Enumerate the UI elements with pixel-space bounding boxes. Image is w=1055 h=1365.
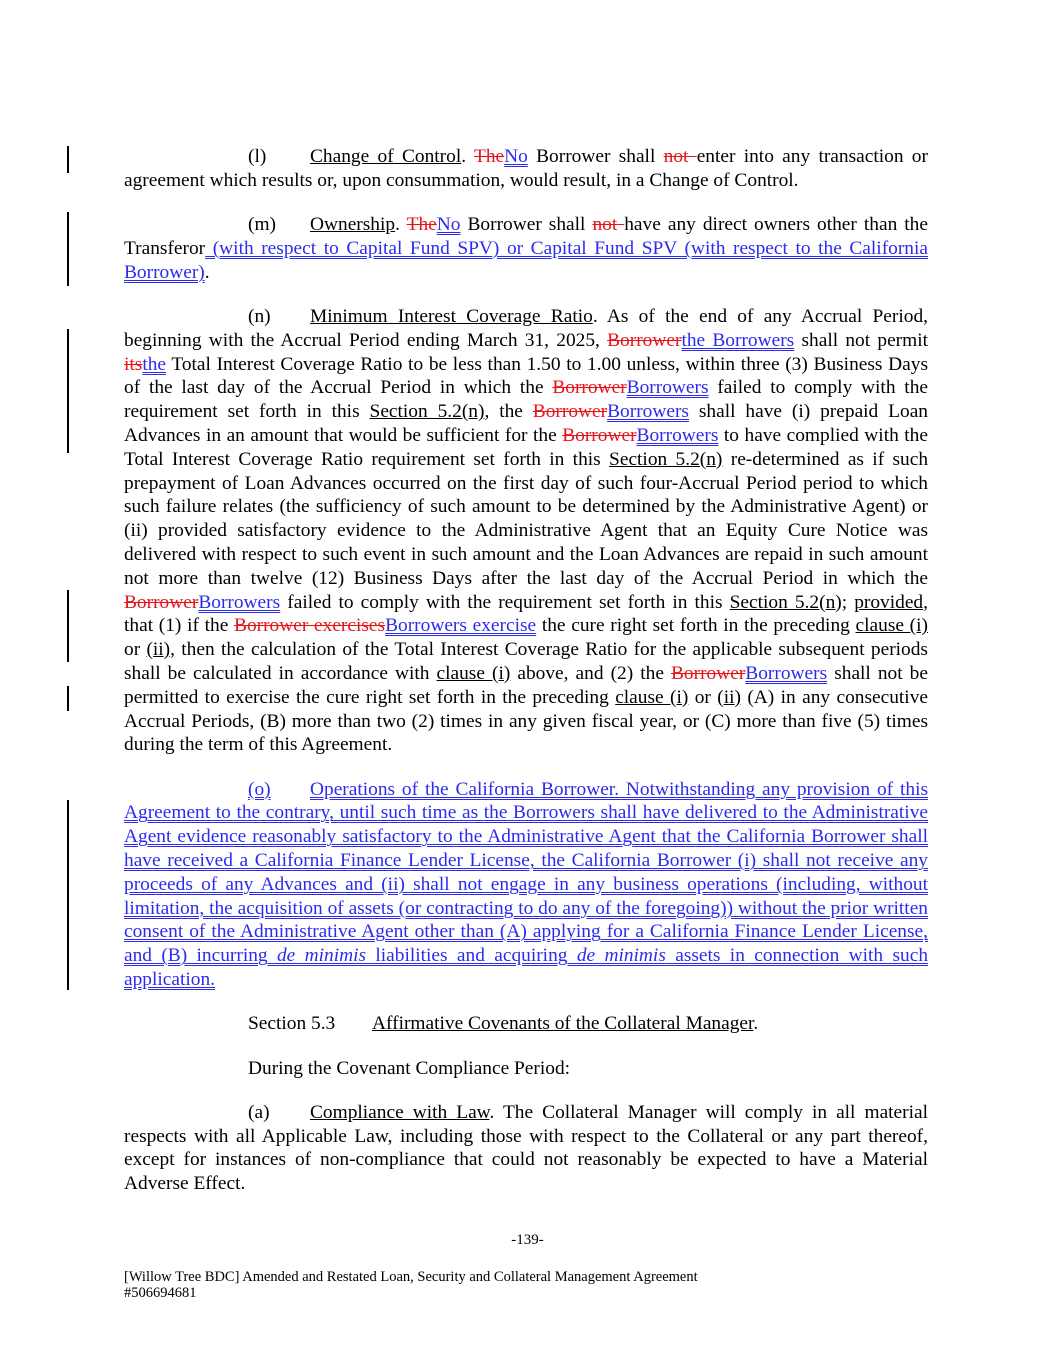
deleted-text: Borrower <box>532 401 608 423</box>
underlined-text: provided <box>854 591 924 613</box>
inserted-text: the Borrowers <box>681 329 795 351</box>
clause-label: (o) <box>248 778 271 800</box>
text-run: have any direct owners other than the Transferor <box>124 214 928 259</box>
text-run: . <box>461 146 474 167</box>
text-run: . The Collateral Manager will comply in all material respects with all Applicable Law, including those with respect to the Collateral or any part thereof, except for instances of non-compliance that could not reasonably be expected to have a Material Adverse Effect. <box>124 1101 929 1195</box>
text-run: shall not be permitted to exercise the cure right set forth in the preceding <box>124 662 928 708</box>
paragraph <box>124 1101 928 1196</box>
footer <box>124 1269 698 1301</box>
inserted-text: Operations of the California Borrower. Notwithstanding any provision of this Agreement to the contrary, until such time as the Borrowers shall have delivered to the Administrative Agent evidence reasonably satisfactory to the Administrative Agent that the California Borrower shall have received a California Finance Lender License, the California Borrower (i) shall not receive any proceeds of any Advances and (ii) shall not engage in any business operations (including, without limitation, the acquisition of assets (or contracting to do any of the foregoing)) without the prior written consent of the Administrative Agent other than (A) applying for a California Finance Lender License, and (B) incurring <box>124 778 928 967</box>
inserted-text: (with respect to Capital Fund SPV) or Capital Fund SPV (with respect to the California Borrower) <box>124 237 928 283</box>
inserted-text: Borrowers exercise <box>385 615 537 637</box>
text-run: Borrower shall <box>460 214 593 236</box>
text-run: , then the calculation of the Total Interest Coverage Ratio for the applicable subsequent periods shall be calculated in accordance with <box>124 639 928 684</box>
deleted-text: its <box>124 353 143 375</box>
text-run: . <box>753 1013 759 1035</box>
clause-label: (a) <box>248 1101 270 1123</box>
underlined-text: Section 5.2(n) <box>369 401 485 423</box>
underlined-text: (ii) <box>717 686 741 708</box>
underlined-text: Affirmative Covenants of the Collateral Manager <box>372 1013 754 1035</box>
text-run: failed to comply with the requirement set forth in this <box>124 377 928 423</box>
deleted-text: The <box>406 214 437 236</box>
paragraph <box>124 1012 928 1036</box>
text-run: (A) in any consecutive Accrual Periods, (B) more than two (2) times in any given fiscal year, or (C) more than five (5) times during the term of this Agreement. <box>124 686 928 756</box>
deleted-text: not <box>663 146 697 167</box>
underlined-text: clause (i) <box>855 615 928 637</box>
footer-doc-id: #506694681 <box>124 1285 197 1301</box>
change-bar <box>67 329 69 453</box>
underlined-text: (ii) <box>146 639 171 661</box>
text-run: above, and (2) the <box>510 662 671 684</box>
underlined-text: clause (i) <box>436 662 511 684</box>
paragraph <box>124 1057 928 1081</box>
paragraph <box>124 778 928 992</box>
text-run: enter into any transaction or agreement which results or, upon consummation, would result, in a Change of Control. <box>124 146 928 191</box>
underlined-text: clause (i) <box>615 686 689 708</box>
inserted-text: Borrowers <box>745 662 828 684</box>
clause-label: (m) <box>248 214 276 236</box>
text-run: Borrower shall <box>527 146 664 167</box>
inserted-text: Borrowers <box>636 424 719 446</box>
text-run: During the Covenant Compliance Period: <box>248 1057 571 1079</box>
underlined-text: Section 5.2(n) <box>609 448 723 470</box>
text-run: or <box>124 639 147 661</box>
underlined-text: Minimum Interest Coverage Ratio <box>310 305 593 327</box>
text-run: . <box>395 214 407 236</box>
deleted-text: Borrower <box>607 329 682 351</box>
deleted-text: The <box>473 146 505 167</box>
inserted-text: de minimis <box>276 945 367 967</box>
deleted-text: Borrower <box>124 591 199 613</box>
inserted-text: Borrowers <box>198 591 281 613</box>
inserted-text: liabilities and acquiring <box>366 945 577 967</box>
inserted-text: Borrowers <box>626 377 709 399</box>
text-run: or <box>688 686 718 708</box>
inserted-text: No <box>436 214 461 236</box>
change-bar <box>67 800 69 990</box>
inserted-text: the <box>142 353 167 375</box>
clause-label: (n) <box>248 305 271 327</box>
deleted-text: Borrower <box>670 662 746 684</box>
change-bar <box>67 686 69 711</box>
change-bar <box>67 146 69 173</box>
deleted-text: Borrower <box>552 377 627 399</box>
paragraph <box>124 305 928 757</box>
text-run: shall not permit <box>794 329 928 351</box>
clause-label: Section 5.3 <box>248 1013 336 1035</box>
text-run: re-determined as if such prepayment of Loan Advances occurred on the first day of such four-Accrual Period period to which such failure relates (the sufficiency of such amount to be determined by the Administrative Agent) or (ii) provided satisfactory evidence to the Administrative Agent that an Equity Cure Notice was delivered with respect to such event in such amount and the Loan Advances are repaid in such amount not more than twelve (12) Business Days after the last day of the Accrual Period in which the <box>124 448 929 589</box>
change-bar <box>67 590 69 662</box>
text-run: ; <box>841 591 855 613</box>
text-run: , that (1) if the <box>124 591 928 637</box>
underlined-text: Change of Control <box>310 146 462 167</box>
deleted-text: Borrower <box>562 424 637 446</box>
underlined-text: Section 5.2(n) <box>729 591 842 613</box>
text-run: Total Interest Coverage Ratio to be less than 1.50 to 1.00 unless, within three (3) Business Days of the last day of the Accrual Period in which the <box>124 353 928 399</box>
clause-label: (l) <box>248 146 267 167</box>
text-run: . <box>204 261 210 283</box>
page-number: -139- <box>511 1232 544 1248</box>
underlined-text: Ownership <box>310 214 396 236</box>
paragraph <box>124 145 928 193</box>
underlined-text: Compliance with Law <box>310 1101 490 1123</box>
document-body <box>124 145 928 1217</box>
footer-title: [Willow Tree BDC] Amended and Restated Loan, Security and Collateral Management Agreement <box>124 1269 698 1285</box>
deleted-text: not <box>592 214 625 236</box>
inserted-text: assets in connection with such application. <box>124 945 929 990</box>
text-run: , the <box>484 401 533 423</box>
inserted-text: No <box>504 146 528 167</box>
deleted-text: Borrower exercises <box>234 615 386 637</box>
text-run: the cure right set forth in the preceding <box>536 615 856 637</box>
text-run: shall have (i) prepaid Loan Advances in an amount that would be sufficient for the <box>124 401 928 446</box>
change-bar <box>67 212 69 286</box>
inserted-text: de minimis <box>576 945 666 967</box>
text-run: to have complied with the Total Interest Coverage Ratio requirement set forth in this <box>124 424 928 470</box>
inserted-text: Borrowers <box>607 401 689 423</box>
paragraph <box>124 213 928 284</box>
text-run: failed to comply with the requirement set forth in this <box>280 591 730 613</box>
text-run: . As of the end of any Accrual Period, beginning with the Accrual Period ending March 31, 2025, <box>124 305 928 351</box>
